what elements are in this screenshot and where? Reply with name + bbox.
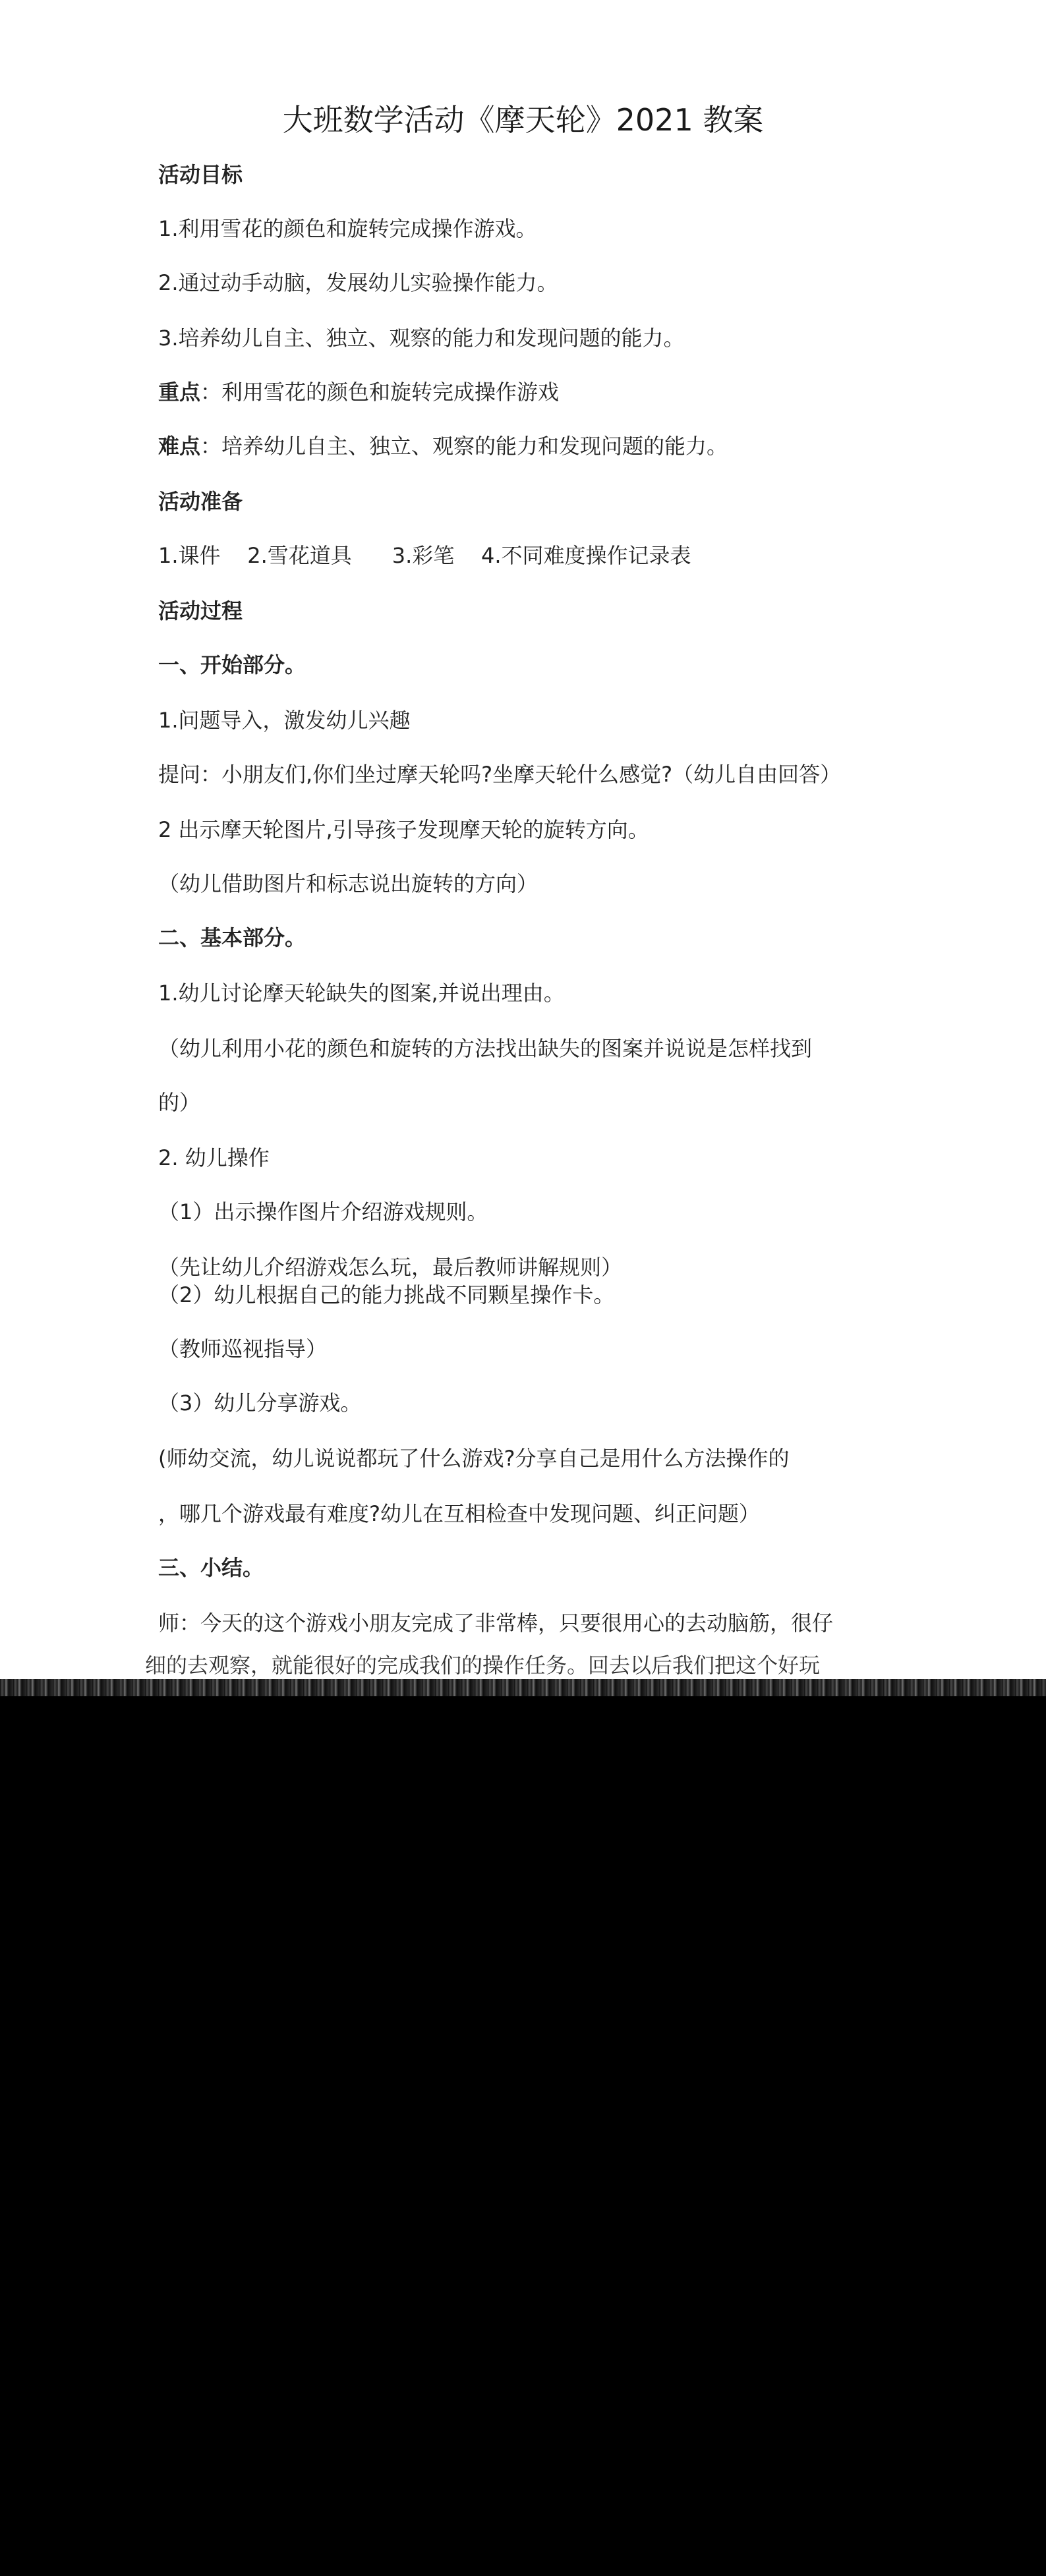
part2-heading: 二、基本部分。 xyxy=(158,925,306,950)
process-heading: 活动过程 xyxy=(158,598,243,623)
part2-step-3: （3）幼儿分享游戏。 xyxy=(158,1390,362,1416)
part3-text-b-cut: 细的去观察，就能很好的完成我们的操作任务。回去以后我们把这个好玩 xyxy=(145,1653,821,1678)
part2-item-2: 2. 幼儿操作 xyxy=(158,1145,270,1170)
key-point-text: ：利用雪花的颜色和旋转完成操作游戏 xyxy=(200,380,560,405)
part2-step-1: （1）出示操作图片介绍游戏规则。 xyxy=(158,1199,488,1224)
document-title: 大班数学活动《摩天轮》2021 教案 xyxy=(282,102,764,138)
part2-note-1b: 的） xyxy=(158,1090,201,1115)
key-point-line xyxy=(158,377,559,407)
part2-step-2-note: （教师巡视指导） xyxy=(158,1336,328,1361)
goal-heading: 活动目标 xyxy=(158,162,243,187)
part3-text-a: 师：今天的这个游戏小朋友完成了非常棒，只要很用心的去动脑筋，很仔 xyxy=(158,1611,834,1636)
part1-question: 提问：小朋友们,你们坐过摩天轮吗?坐摩天轮什么感觉?（幼儿自由回答） xyxy=(158,762,842,787)
part1-note: （幼儿借助图片和标志说出旋转的方向） xyxy=(158,871,538,896)
part2-note-1a: （幼儿利用小花的颜色和旋转的方法找出缺失的图案并说说是怎样找到 xyxy=(158,1036,813,1061)
goal-item-1: 1.利用雪花的颜色和旋转完成操作游戏。 xyxy=(158,216,537,241)
prep-items: 1.课件 2.雪花道具 3.彩笔 4.不同难度操作记录表 xyxy=(158,543,691,568)
part1-item-2: 2 出示摩天轮图片,引导孩子发现摩天轮的旋转方向。 xyxy=(158,817,649,842)
part2-share-a: (师幼交流，幼儿说说都玩了什么游戏?分享自己是用什么方法操作的 xyxy=(158,1446,790,1471)
difficulty-label: 难点 xyxy=(158,434,201,459)
goal-item-2: 2.通过动手动脑，发展幼儿实验操作能力。 xyxy=(158,270,558,295)
part2-item-1: 1.幼儿讨论摩天轮缺失的图案,并说出理由。 xyxy=(158,981,565,1006)
difficulty-text: ：培养幼儿自主、独立、观察的能力和发现问题的能力。 xyxy=(200,434,728,459)
blank-black-region xyxy=(0,1679,1046,2576)
part3-heading: 三、小结。 xyxy=(158,1555,264,1580)
part2-step-2: （2）幼儿根据自己的能力挑战不同颗星操作卡。 xyxy=(158,1282,615,1307)
scan-noise-band xyxy=(0,1679,1046,1696)
part2-share-b: ，哪几个游戏最有难度?幼儿在互相检查中发现问题、纠正问题） xyxy=(158,1501,760,1526)
part1-item-1: 1.问题导入，激发幼儿兴趣 xyxy=(158,708,411,733)
key-point-label: 重点 xyxy=(158,380,201,405)
difficulty-line xyxy=(158,431,728,461)
part1-heading: 一、开始部分。 xyxy=(158,652,306,677)
goal-item-3: 3.培养幼儿自主、独立、观察的能力和发现问题的能力。 xyxy=(158,326,685,351)
prep-heading: 活动准备 xyxy=(158,489,243,514)
part2-step-1-note: （先让幼儿介绍游戏怎么玩，最后教师讲解规则） xyxy=(158,1255,623,1280)
